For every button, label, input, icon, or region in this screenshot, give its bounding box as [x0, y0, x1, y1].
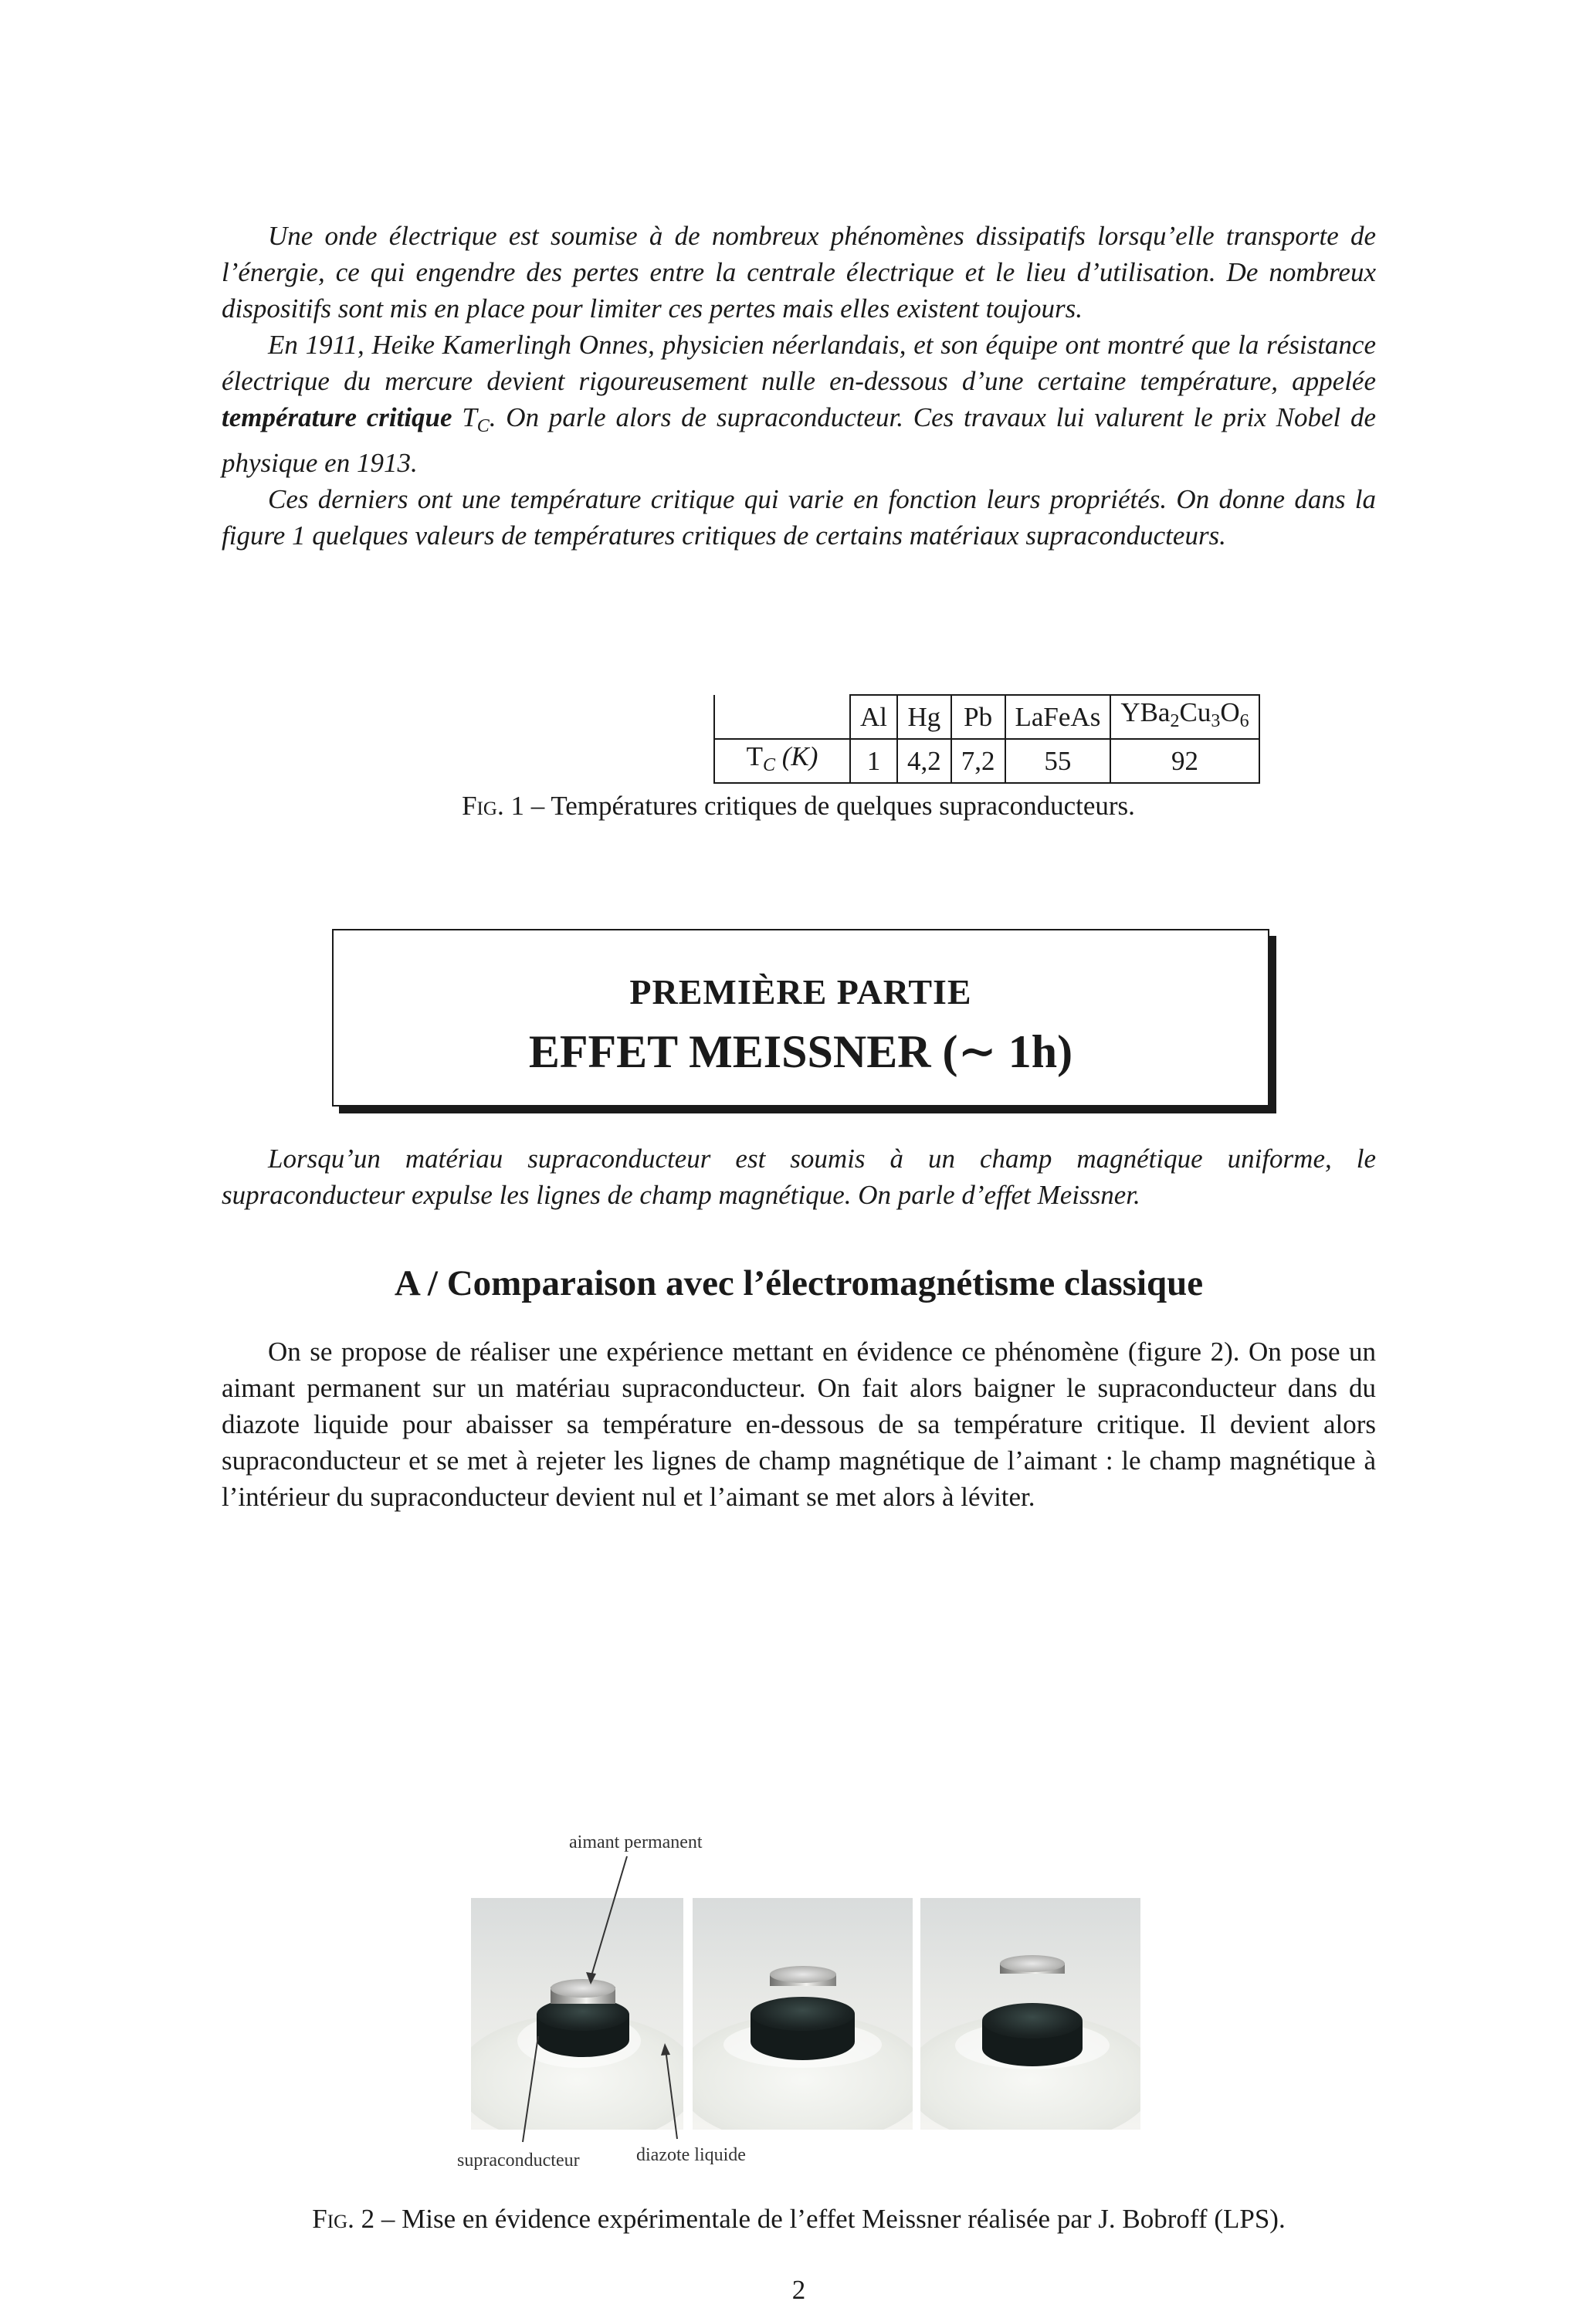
figure-2-caption-text: – Mise en évidence expérimentale de l’effet Meissner réalisée par J. Bobroff (LPS). [374, 2204, 1286, 2234]
table-header-cell: Al [850, 695, 897, 739]
table-cell: 1 [850, 739, 897, 783]
figure-2-caption [222, 2201, 1376, 2237]
ybco-sub: 6 [1239, 711, 1249, 731]
figure-1-caption-text: – Températures critiques de quelques supraconducteurs. [524, 791, 1135, 821]
table-header-cell: LaFeAs [1005, 695, 1111, 739]
ybco-part: O [1220, 697, 1240, 727]
table-header-cell: Pb [951, 695, 1005, 739]
figure-2-label: Fig. 2 [312, 2204, 375, 2234]
ybco-sub: 2 [1170, 711, 1180, 731]
figure-1-caption [393, 788, 1204, 824]
ybco-sub: 3 [1211, 711, 1221, 731]
part-subtitle: EFFET MEISSNER (∼ 1h) [528, 1026, 1073, 1077]
intro-p2-before: En 1911, Heike Kamerlingh Onnes, physicien néerlandais, et son équipe ont montré que la résistance électrique du mercure devient rigoureusement nulle en-dessous d’une certaine température, appelée [222, 330, 1376, 396]
arrow-superconductor [523, 2036, 538, 2142]
meissner-intro-paragraph: Lorsqu’un matériau supraconducteur est soumis à un champ magnétique uniforme, le supraconducteur expulse les lignes de champ magnétique. On parle d’effet Meissner. [222, 1144, 1376, 1210]
table-header-cell: Hg [897, 695, 951, 739]
tc-symbol [462, 402, 490, 436]
figure-2-arrows [222, 1600, 1376, 2187]
part-title-box [332, 929, 1269, 1107]
page-number: 2 [791, 2275, 806, 2305]
table-cell: 92 [1110, 739, 1259, 783]
table-data-row [714, 739, 1259, 783]
intro-p2-after: . On parle alors de supraconducteur. Ces travaux lui valurent le prix Nobel de physique en 1913. [222, 402, 1376, 478]
table-cell: 4,2 [897, 739, 951, 783]
part-title: PREMIÈRE PARTIE [629, 972, 972, 1012]
tc-symbol-main: T [462, 402, 477, 432]
row-label-sub: C [762, 755, 775, 775]
label-superconductor: supraconducteur [457, 2150, 580, 2171]
section-a-heading: A / Comparaison avec l’électromagnétisme classique [394, 1263, 1204, 1303]
label-permanent-magnet: aimant permanent [569, 1832, 703, 1852]
critical-temperature-term: température critique [222, 402, 452, 432]
arrow-nitrogen-head [661, 2043, 670, 2056]
intro-paragraph-3: Ces derniers ont une température critique qui varie en fonction leurs propriétés. On donne dans la figure 1 quelques valeurs de températures critiques de certains matériaux supraconducteurs. [222, 484, 1376, 551]
label-liquid-nitrogen: diazote liquide [636, 2145, 746, 2165]
intro-paragraph-2 [222, 327, 1376, 481]
section-a-body: On se propose de réaliser une expérience mettant en évidence ce phénomène (figure 2). On pose un aimant permanent sur un matériau supraconducteur. On fait alors baigner le supraconducteur dans du diazote liquide pour abaisser sa température en-dessous de sa température critique. Il devient alors supraconducteur et se met à rejeter les lignes de champ magnétique de l’aimant : le champ magnétique à l’intérieur du supraconducteur devient nul et l’aimant se met alors à léviter. [222, 1337, 1376, 1512]
table-corner-cell [714, 695, 850, 739]
document-page [222, 218, 1376, 2305]
arrow-magnet-head [586, 1972, 596, 1984]
intro-paragraph-1: Une onde électrique est soumise à de nombreux phénomènes dissipatifs lorsqu’elle transporte de l’énergie, ce qui engendre des pertes entre la centrale électrique et le lieu d’utilisation. De nombreux dispositifs sont mis en place pour limiter ces pertes mais elles existent toujours. [222, 221, 1376, 324]
table-header-row [714, 695, 1259, 739]
figure-2 [222, 1600, 1376, 2171]
critical-temperature-table [713, 694, 1260, 784]
tc-symbol-sub: C [476, 416, 490, 436]
arrow-magnet [591, 1856, 627, 1978]
figure-1-label: Fig. 1 [462, 791, 524, 821]
table-row-label [714, 739, 850, 783]
row-label-unit: (K) [775, 741, 818, 771]
table-cell: 55 [1005, 739, 1111, 783]
ybco-part: YBa [1120, 697, 1171, 727]
table-cell: 7,2 [951, 739, 1005, 783]
arrow-nitrogen [666, 2049, 677, 2139]
row-label-main: T [746, 741, 763, 771]
ybco-part: Cu [1179, 697, 1211, 727]
table-header-cell-ybco [1110, 695, 1259, 739]
